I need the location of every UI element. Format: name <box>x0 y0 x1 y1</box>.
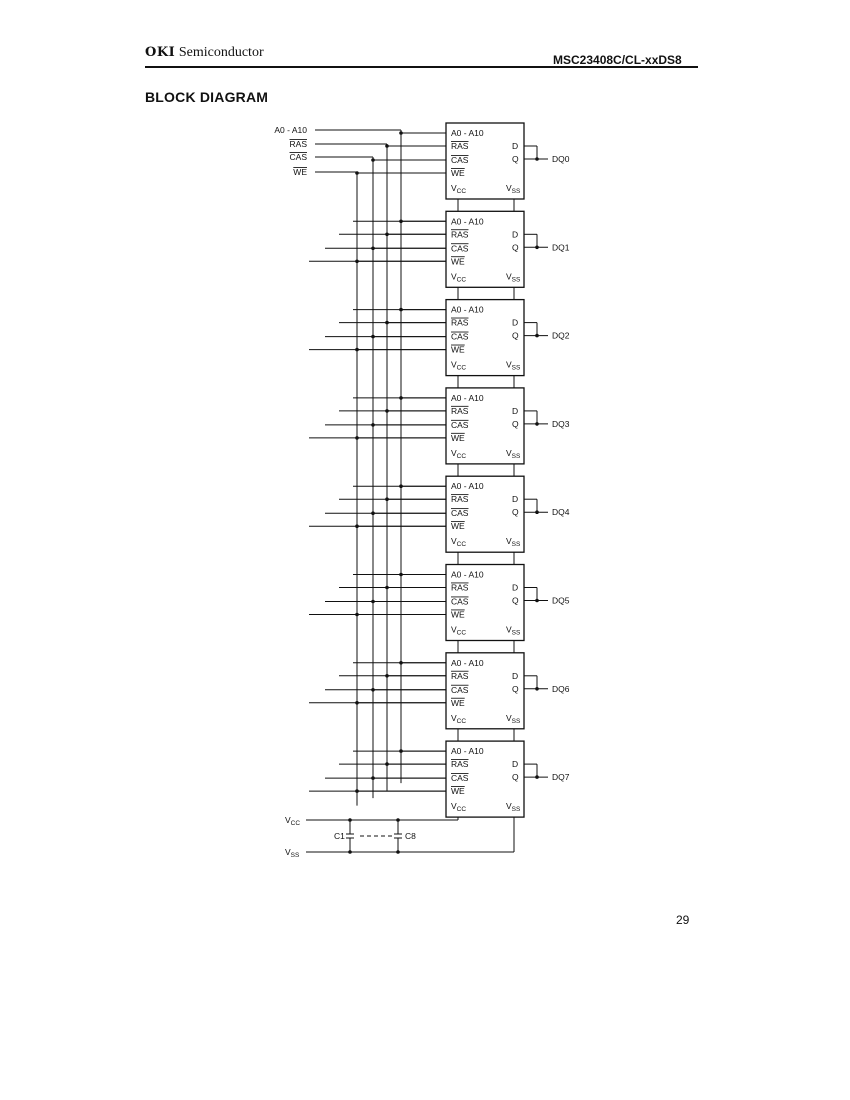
memory-chip <box>309 741 570 817</box>
junction-dot <box>399 396 403 400</box>
memory-chip <box>309 653 570 741</box>
memory-chip <box>309 476 570 564</box>
pin-label: RAS <box>451 229 469 240</box>
vcc-label: $V_{CC}$ <box>285 815 301 827</box>
junction-dot <box>385 409 389 413</box>
pin-label: A0 - A10 <box>451 392 484 403</box>
pin-label: CAS <box>451 508 469 519</box>
output-label: DQ5 <box>552 595 570 606</box>
pin-label: A0 - A10 <box>451 481 484 492</box>
pin-label: A0 - A10 <box>451 569 484 580</box>
pin-vcc-label: $V_{CC}$ <box>451 801 467 814</box>
pin-q-label: Q <box>512 595 519 606</box>
pin-vcc-label: $V_{CC}$ <box>451 712 467 725</box>
pin-d-label: D <box>512 141 519 151</box>
junction-dot <box>355 260 359 264</box>
pin-d-label: D <box>512 670 519 681</box>
junction-dot <box>535 246 539 250</box>
junction-dot <box>399 661 403 665</box>
junction-dot <box>535 687 539 691</box>
junction-dot <box>535 775 539 779</box>
pin-label: WE <box>451 256 465 267</box>
pin-label: A0 - A10 <box>451 216 484 227</box>
input-signals <box>274 125 401 177</box>
pin-d-label: D <box>512 405 519 416</box>
junction-dot <box>535 157 539 161</box>
output-label: DQ3 <box>552 418 570 429</box>
pin-vss-label: $V_{SS}$ <box>506 183 521 195</box>
junction-dot <box>385 497 389 501</box>
pin-vcc-label: $V_{CC}$ <box>451 271 467 284</box>
pin-q-label: Q <box>512 507 519 518</box>
junction-dot <box>385 321 389 325</box>
pin-label: A0 - A10 <box>451 746 484 757</box>
pin-vcc-label: $V_{CC}$ <box>451 183 467 195</box>
part-number: MSC23408C/CL-xxDS8 <box>553 53 682 67</box>
pin-d-label: D <box>512 582 519 593</box>
junction-dot <box>371 511 375 515</box>
junction-dot <box>355 524 359 528</box>
pin-vss-label: $V_{SS}$ <box>506 712 521 725</box>
junction-dot <box>371 423 375 427</box>
pin-vss-label: $V_{SS}$ <box>506 359 521 372</box>
page-number: 29 <box>676 913 690 927</box>
pin-label: WE <box>451 168 465 178</box>
input-label: RAS <box>289 139 307 149</box>
pin-vcc-label: $V_{CC}$ <box>451 536 467 549</box>
pin-label: RAS <box>451 317 469 328</box>
junction-dot <box>535 510 539 514</box>
pin-vss-label: $V_{SS}$ <box>506 624 521 637</box>
pin-vcc-label: $V_{CC}$ <box>451 447 467 460</box>
junction-dot <box>355 348 359 352</box>
power-section <box>285 815 514 859</box>
junction-dot <box>348 818 352 822</box>
signal-buses <box>357 130 401 806</box>
junction-dot <box>399 484 403 488</box>
pin-label: RAS <box>451 670 469 681</box>
memory-chip <box>309 300 570 388</box>
pin-label: WE <box>451 432 465 443</box>
pin-q-label: Q <box>512 242 519 253</box>
junction-dot <box>355 701 359 705</box>
pin-label: WE <box>451 697 465 708</box>
junction-dot <box>535 422 539 426</box>
capacitor-label: C8 <box>405 831 416 841</box>
pin-label: CAS <box>451 419 469 430</box>
output-label: DQ2 <box>552 330 570 341</box>
pin-vss-label: $V_{SS}$ <box>506 271 521 284</box>
pin-q-label: Q <box>512 683 519 694</box>
junction-dot <box>399 749 403 753</box>
pin-label: A0 - A10 <box>451 304 484 315</box>
pin-vcc-label: $V_{CC}$ <box>451 359 467 372</box>
memory-chips <box>309 123 570 817</box>
output-label: DQ7 <box>552 772 570 783</box>
pin-vcc-label: $V_{CC}$ <box>451 624 467 637</box>
output-label: DQ1 <box>552 242 570 253</box>
vss-label: $V_{SS}$ <box>285 847 300 859</box>
pin-label: CAS <box>451 155 469 165</box>
junction-dot <box>396 850 400 854</box>
pin-label: A0 - A10 <box>451 128 484 138</box>
capacitor-label: C1 <box>334 831 345 841</box>
pin-label: WE <box>451 521 465 532</box>
junction-dot <box>385 586 389 590</box>
pin-label: RAS <box>451 759 469 770</box>
pin-label: CAS <box>451 331 469 342</box>
junction-dot <box>399 573 403 577</box>
pin-d-label: D <box>512 494 519 505</box>
pin-label: CAS <box>451 773 469 784</box>
junction-dot <box>371 688 375 692</box>
pin-vss-label: $V_{SS}$ <box>506 801 521 814</box>
junction-dot <box>371 600 375 604</box>
section-title: BLOCK DIAGRAM <box>145 89 269 105</box>
junction-dot <box>371 776 375 780</box>
input-label: WE <box>293 167 307 177</box>
output-label: DQ4 <box>552 507 570 518</box>
junction-dot <box>371 247 375 251</box>
junction-dot <box>355 171 359 175</box>
junction-dot <box>371 158 375 162</box>
pin-label: RAS <box>451 141 469 151</box>
header-subtitle: Semiconductor <box>178 45 264 60</box>
junction-dot <box>385 674 389 678</box>
junction-dot <box>355 613 359 617</box>
junction-dot <box>396 818 400 822</box>
pin-d-label: D <box>512 317 519 328</box>
pin-label: RAS <box>451 494 469 505</box>
junction-dot <box>355 436 359 440</box>
memory-chip <box>309 565 570 653</box>
pin-d-label: D <box>512 759 519 770</box>
junction-dot <box>399 308 403 312</box>
junction-dot <box>399 131 403 135</box>
junction-dot <box>385 233 389 237</box>
pin-q-label: Q <box>512 772 519 783</box>
input-label: A0 - A10 <box>274 125 307 135</box>
brand-logo: OKI <box>145 45 176 60</box>
pin-vss-label: $V_{SS}$ <box>506 447 521 460</box>
pin-label: WE <box>451 786 465 797</box>
pin-label: A0 - A10 <box>451 657 484 668</box>
pin-label: CAS <box>451 243 469 254</box>
pin-q-label: Q <box>512 418 519 429</box>
junction-dot <box>348 850 352 854</box>
junction-dot <box>399 220 403 224</box>
junction-dot <box>385 144 389 148</box>
junction-dot <box>385 762 389 766</box>
junction-dot <box>535 599 539 603</box>
pin-q-label: Q <box>512 154 519 164</box>
junction-dot <box>355 789 359 793</box>
output-label: DQ6 <box>552 683 570 694</box>
memory-chip <box>309 388 570 476</box>
pin-label: RAS <box>451 582 469 593</box>
input-label: CAS <box>289 152 307 162</box>
junction-dot <box>371 335 375 339</box>
memory-chip <box>309 211 570 299</box>
output-label: DQ0 <box>552 154 570 164</box>
pin-q-label: Q <box>512 330 519 341</box>
pin-label: RAS <box>451 405 469 416</box>
pin-vss-label: $V_{SS}$ <box>506 536 521 549</box>
junction-dot <box>535 334 539 338</box>
pin-label: WE <box>451 344 465 355</box>
pin-d-label: D <box>512 229 519 240</box>
pin-label: WE <box>451 609 465 620</box>
pin-label: CAS <box>451 596 469 607</box>
pin-label: CAS <box>451 684 469 695</box>
